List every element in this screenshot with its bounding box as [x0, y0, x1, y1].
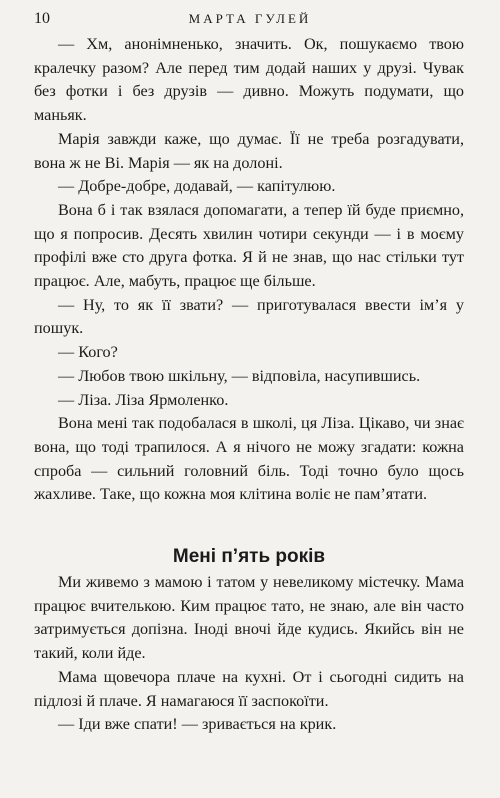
paragraph: — Ліза. Ліза Ярмоленко. — [58, 390, 229, 409]
paragraph: Ми живемо з мамою і татом у невеликому містечку. Мама працює вчителькою. Ким працює тато, не знаю, але він часто затримується допізна. Іноді вночі йде кудись. Якийсь він не такий, коли йде. — [34, 573, 464, 663]
paragraph: — Кого? — [58, 343, 118, 362]
page-number: 10 — [34, 10, 50, 27]
paragraph: Мама щовечора плаче на кухні. От і сьогодні сидить на підлозі й плаче. Я намагаюся її заспокоїти. — [34, 667, 464, 710]
section-title: Мені п’ять років — [172, 546, 326, 568]
paragraph: Вона мені так подобалася в школі, ця Ліза. Цікаво, чи знає вона, що тоді трапилося. А я нічого не можу згадати: кожна спроба — сильний головний біль. Тоді точно було щось жахливе. Таке, що кожна моя клітина воліє не пам’ятати. — [34, 414, 464, 504]
running-title: МАРТА ГУЛЕЙ — [188, 11, 312, 26]
paragraph: — Ну, то як її звати? — приготувалася ввести ім’я у пошук. — [34, 295, 464, 338]
paragraph: — Любов твою шкільну, — відповіла, насупившись. — [58, 366, 421, 385]
paragraph: Вона б і так взялася допомагати, а тепер їй буде приємно, що я попросив. Десять хвилин чотири секунди — і в моєму профілі вже сто друга фотка. Я й не знав, що нас стільки тут працює. Але, мабуть, працює ще більше. — [34, 200, 464, 291]
paragraph: — Хм, анонімненько, значить. Ок, пошукаємо твою кралечку разом? Але перед тим додай наших у друзі. Чувак без фотки і без друзів — дивно. Можуть подумати, що маньяк. — [34, 35, 464, 125]
page-body — [34, 33, 464, 737]
paragraph: — Добре-добре, додавай, — капітулюю. — [58, 177, 336, 196]
paragraph: Марія завжди каже, що думає. Її не треба розгадувати, вона ж не Ві. Марія — як на долоні. — [34, 129, 464, 172]
page-header — [34, 10, 466, 30]
paragraph: — Іди вже спати! — зривається на крик. — [58, 715, 337, 734]
